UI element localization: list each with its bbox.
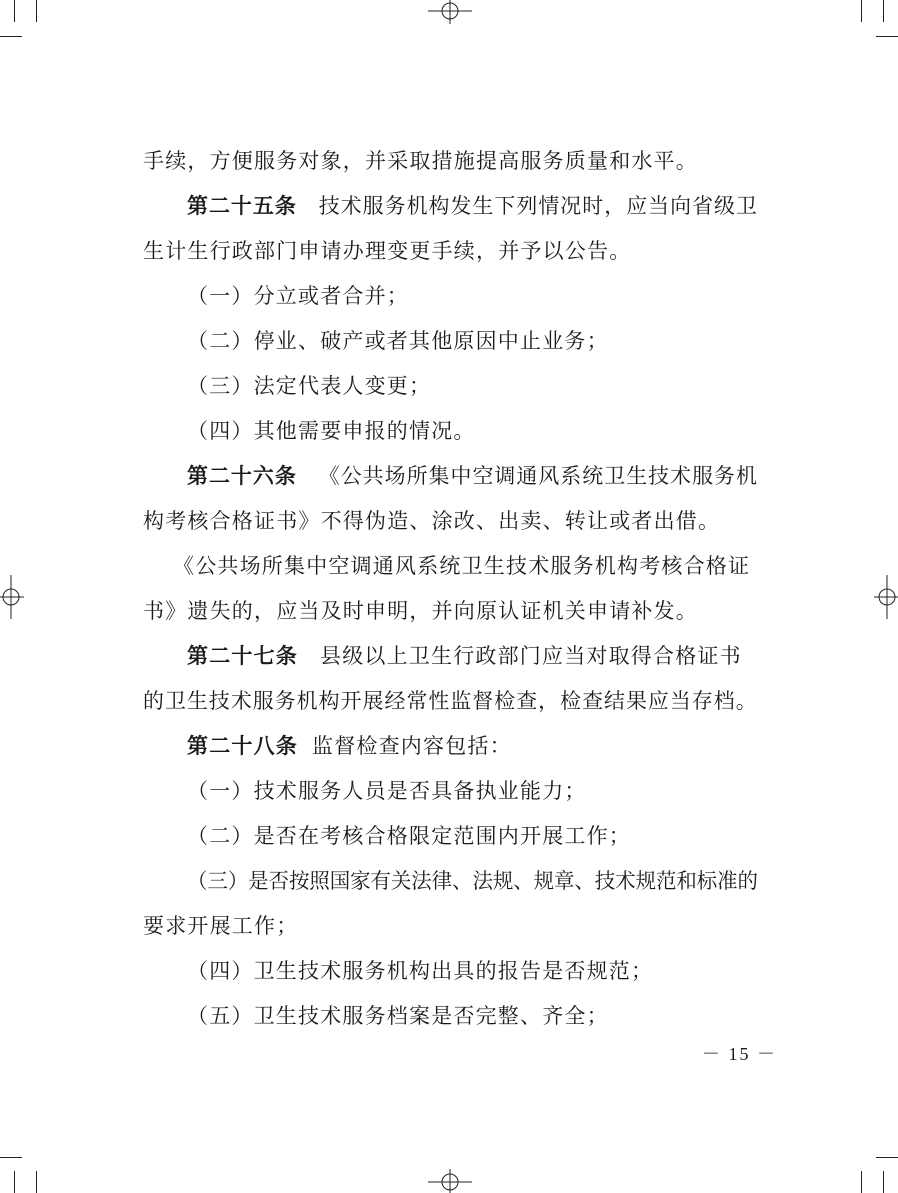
crop-mark-bottom-right-h	[876, 1157, 898, 1158]
article-27-line	[187, 641, 742, 671]
crop-mark-bottom-right-v1	[861, 1171, 862, 1193]
crop-mark-top-left-v2	[36, 0, 37, 22]
line-text: （五）卫生技术服务档案是否完整、齐全；	[187, 1004, 609, 1028]
paragraph-line	[173, 551, 750, 581]
line-text: 手续，方便服务对象，并采取措施提高服务质量和水平。	[143, 149, 698, 173]
line-text: 要求开展工作；	[143, 914, 299, 938]
line-text: （一）技术服务人员是否具备执业能力；	[187, 779, 587, 803]
line-text: 生计生行政部门申请办理变更手续，并予以公告。	[143, 239, 632, 263]
paragraph-line	[143, 911, 298, 941]
line-text: （三）是否按照国家有关法律、法规、规章、技术规范和标准的	[187, 869, 758, 893]
line-text: 县级以上卫生行政部门应当对取得合格证书	[320, 644, 742, 668]
line-text: （二）是否在考核合格限定范围内开展工作；	[187, 824, 631, 848]
crop-mark-top-right-h	[876, 36, 898, 37]
line-text: 技术服务机构发生下列情况时，应当向省级卫	[318, 194, 758, 218]
list-item	[187, 326, 609, 356]
list-item	[187, 776, 587, 806]
article-heading: 第二十六条	[187, 464, 297, 488]
registration-mark-right-icon	[874, 575, 898, 619]
list-item	[187, 866, 758, 896]
paragraph-line	[143, 686, 758, 716]
list-item	[187, 956, 653, 986]
line-text: （二）停业、破产或者其他原因中止业务；	[187, 329, 609, 353]
crop-mark-bottom-right-v2	[883, 1171, 884, 1193]
paragraph-line	[143, 506, 720, 536]
crop-mark-bottom-left-v2	[36, 1171, 37, 1193]
line-text: 《公共场所集中空调通风系统卫生技术服务机	[318, 464, 758, 488]
crop-mark-bottom-left-h	[0, 1157, 22, 1158]
crop-mark-top-left-h	[0, 36, 22, 37]
line-text: （四）卫生技术服务机构出具的报告是否规范；	[187, 959, 654, 983]
article-25-line	[187, 191, 758, 221]
page-number: － 15 －	[702, 1044, 777, 1064]
list-item	[187, 821, 631, 851]
registration-mark-top-icon	[428, 0, 472, 24]
line-text: 监督检查内容包括：	[312, 734, 512, 758]
line-text: （一）分立或者合并；	[187, 284, 409, 308]
article-28-line	[187, 731, 512, 761]
line-text: 书》遗失的，应当及时申明，并向原认证机关申请补发。	[143, 599, 698, 623]
list-item	[187, 416, 476, 446]
article-heading: 第二十五条	[187, 194, 297, 218]
crop-mark-top-left-v1	[14, 0, 15, 22]
paragraph-line	[143, 236, 631, 266]
line-text: 的卫生技术服务机构开展经常性监督检查，检查结果应当存档。	[143, 689, 758, 713]
crop-mark-top-right-v1	[861, 0, 862, 22]
article-heading: 第二十七条	[187, 644, 298, 668]
article-heading: 第二十八条	[187, 734, 298, 758]
registration-mark-bottom-icon	[428, 1169, 472, 1193]
paragraph-line	[143, 146, 698, 176]
list-item	[187, 1001, 609, 1031]
list-item	[187, 371, 431, 401]
line-text: 《公共场所集中空调通风系统卫生技术服务机构考核合格证	[173, 554, 751, 578]
line-text: 构考核合格证书》不得伪造、涂改、出卖、转让或者出借。	[143, 509, 721, 533]
article-26-line	[187, 461, 758, 491]
crop-mark-bottom-left-v1	[14, 1171, 15, 1193]
paragraph-line	[143, 596, 698, 626]
crop-mark-top-right-v2	[883, 0, 884, 22]
list-item	[187, 281, 409, 311]
line-text: （四）其他需要申报的情况。	[187, 419, 476, 443]
line-text: （三）法定代表人变更；	[187, 374, 432, 398]
registration-mark-left-icon	[0, 575, 24, 619]
